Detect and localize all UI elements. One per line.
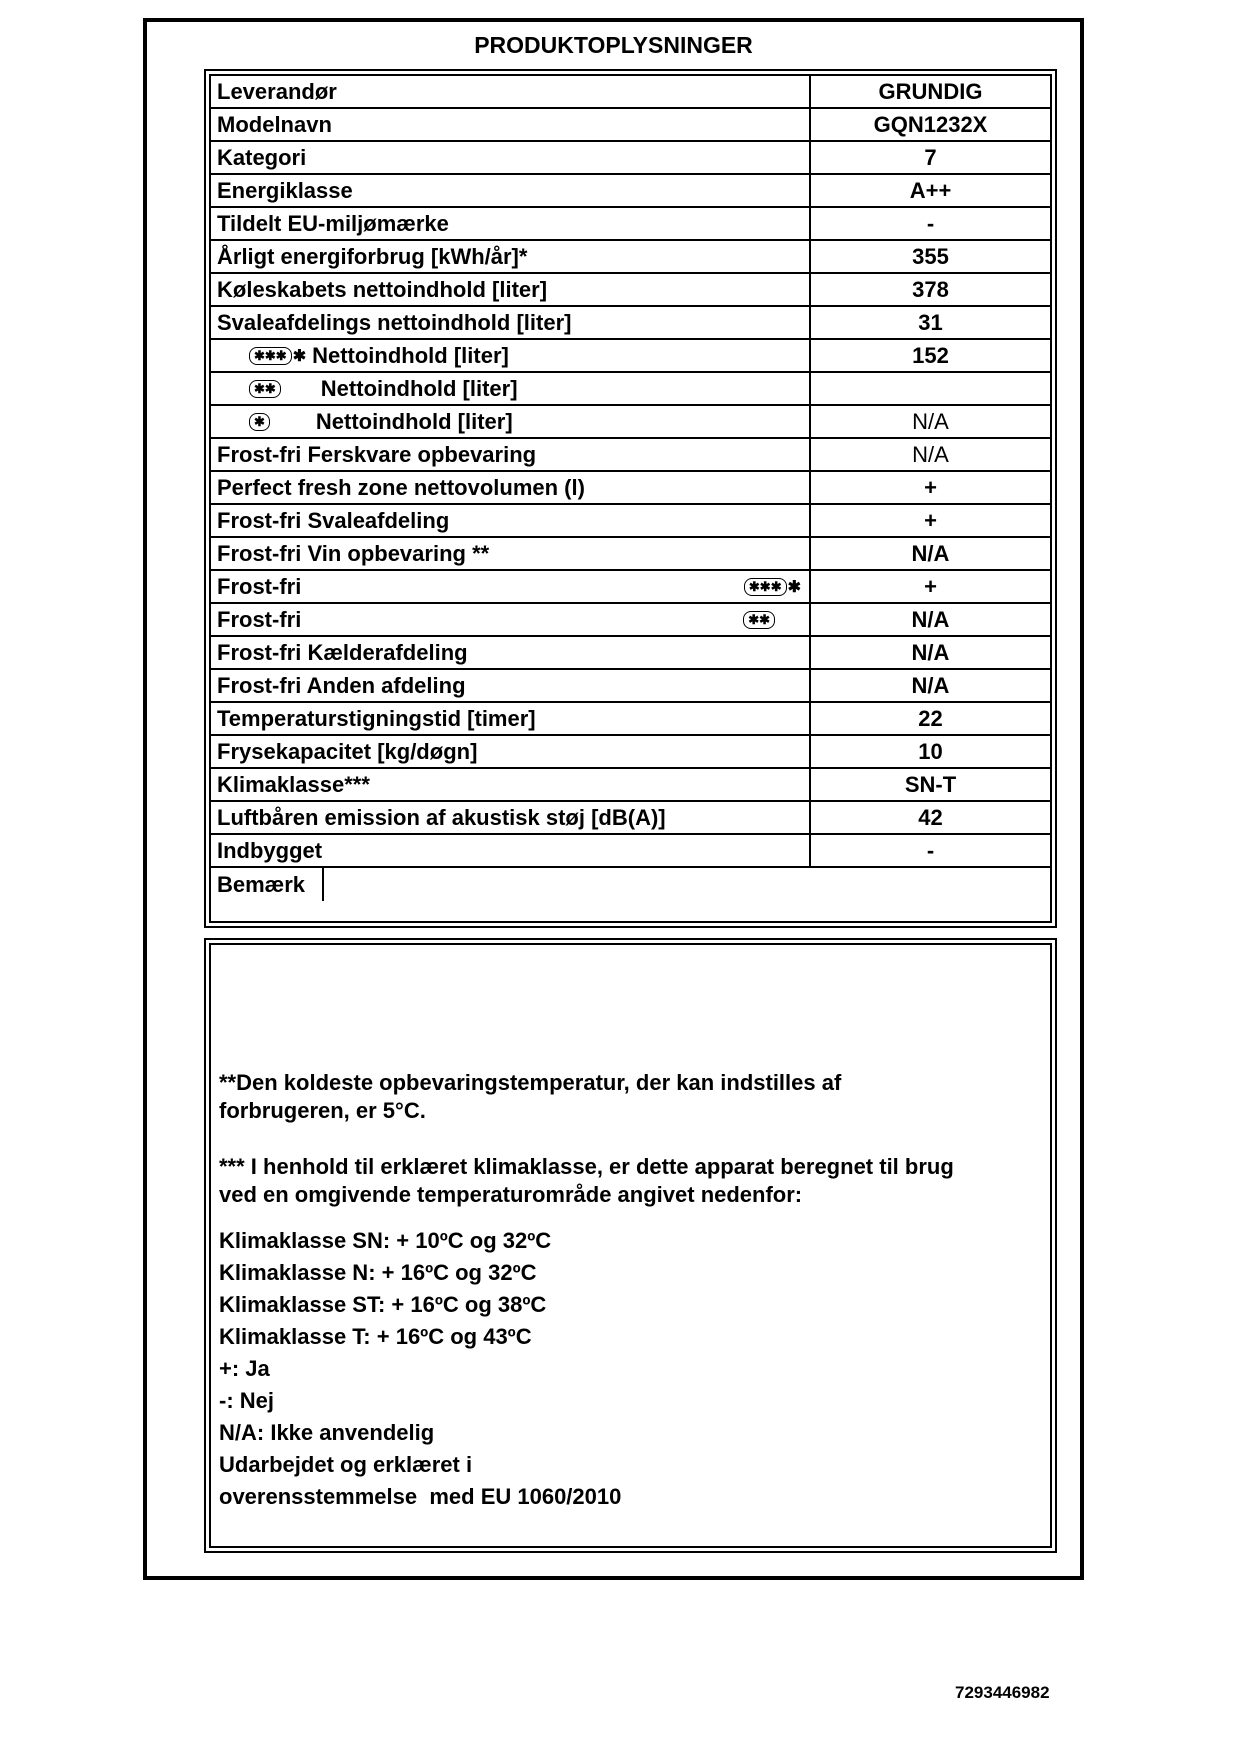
- table-row: [211, 208, 1050, 241]
- row-value: N/A: [912, 408, 949, 434]
- table-row: [211, 373, 1050, 406]
- product-info-table: [204, 69, 1057, 928]
- row-label: Nettoindhold [liter]: [315, 408, 513, 434]
- list-item: Klimaklasse T: + 16ºC og 43ºC: [219, 1324, 532, 1349]
- row-value: N/A: [911, 606, 950, 632]
- row-label: Frost-fri Svaleafdeling: [211, 505, 811, 536]
- note-coldest-temperature: **Den koldeste opbevaringstemperatur, der kan indstilles af forbrugeren, er 5°C.: [219, 1070, 842, 1123]
- row-value: 7: [924, 144, 937, 170]
- list-item: Klimaklasse N: + 16ºC og 32ºC: [219, 1260, 537, 1285]
- row-value: +: [924, 507, 937, 533]
- table-row: [211, 439, 1050, 472]
- list-item: Udarbejdet og erklæret i: [219, 1452, 473, 1477]
- row-label: Frost-fri: [217, 606, 302, 632]
- table-row: [211, 505, 1050, 538]
- row-value: N/A: [911, 672, 950, 698]
- row-value: 22: [918, 705, 943, 731]
- two-star-icon: ✱✱: [743, 611, 775, 629]
- row-label: Frost-fri Anden afdeling: [211, 670, 811, 701]
- row-label: Temperaturstigningstid [timer]: [211, 703, 811, 734]
- table-row: [211, 604, 1050, 637]
- table-row: [211, 472, 1050, 505]
- row-label: Luftbåren emission af akustisk støj [dB(A)]: [211, 802, 811, 833]
- row-label: Indbygget: [211, 835, 811, 866]
- product-info-frame: [143, 18, 1084, 1580]
- row-label: Kategori: [211, 142, 811, 173]
- row-label: Modelnavn: [211, 109, 811, 140]
- climate-legend-list: [219, 1225, 1042, 1513]
- notes-box: [204, 938, 1057, 1553]
- table-row: [211, 736, 1050, 769]
- table-row: [211, 703, 1050, 736]
- table-row: [211, 406, 1050, 439]
- list-item: N/A: Ikke anvendelig: [219, 1420, 435, 1445]
- row-value: +: [924, 573, 937, 599]
- remark-row: [211, 868, 1050, 901]
- table-row: [211, 241, 1050, 274]
- row-value: [811, 373, 1050, 404]
- row-label: Tildelt EU-miljømærke: [211, 208, 811, 239]
- list-item: -: Nej: [219, 1388, 274, 1413]
- row-label: Frost-fri Ferskvare opbevaring: [211, 439, 811, 470]
- row-label: Bemærk: [211, 868, 324, 901]
- table-row: [211, 835, 1050, 868]
- row-label: Frost-fri Vin opbevaring **: [211, 538, 811, 569]
- table-row: [211, 142, 1050, 175]
- row-value: N/A: [912, 441, 949, 467]
- row-label: Køleskabets nettoindhold [liter]: [211, 274, 811, 305]
- row-label: Frost-fri: [217, 573, 302, 599]
- remark-value: [324, 868, 1050, 901]
- row-value: 355: [912, 243, 949, 269]
- row-value: 378: [912, 276, 949, 302]
- table-row: [211, 769, 1050, 802]
- table-row: [211, 109, 1050, 142]
- row-label: Klimaklasse***: [211, 769, 811, 800]
- table-row: [211, 637, 1050, 670]
- row-value: 10: [918, 738, 943, 764]
- table-row: [211, 571, 1050, 604]
- table-row: [211, 340, 1050, 373]
- one-star-icon: ✱: [249, 413, 270, 431]
- table-row: [211, 802, 1050, 835]
- table-row: [211, 76, 1050, 109]
- row-value: GQN1232X: [873, 111, 988, 137]
- note-climate-class: *** I henhold til erklæret klimaklasse, er dette apparat beregnet til brug ved en omgivende temperaturområde angivet nedenfor:: [219, 1154, 954, 1207]
- table-row: [211, 307, 1050, 340]
- page-title: PRODUKTOPLYSNINGER: [474, 32, 753, 58]
- row-value: 152: [912, 342, 949, 368]
- row-value: SN-T: [904, 771, 957, 797]
- row-value: 42: [918, 804, 943, 830]
- table-row: [211, 274, 1050, 307]
- two-star-icon: ✱✱: [249, 380, 281, 398]
- row-label: Svaleafdelings nettoindhold [liter]: [211, 307, 811, 338]
- row-value: N/A: [911, 540, 950, 566]
- table-row: [211, 538, 1050, 571]
- row-label: Frysekapacitet [kg/døgn]: [211, 736, 811, 767]
- row-label: Energiklasse: [211, 175, 811, 206]
- row-value: GRUNDIG: [878, 78, 983, 104]
- list-item: Klimaklasse ST: + 16ºC og 38ºC: [219, 1292, 547, 1317]
- table-row: [211, 175, 1050, 208]
- row-value: -: [926, 210, 935, 236]
- row-label: Nettoindhold [liter]: [312, 342, 509, 368]
- row-label: Frost-fri Kælderafdeling: [211, 637, 811, 668]
- four-star-freezer-icon: ✱✱✱ ✱: [744, 577, 801, 597]
- row-label: Nettoindhold [liter]: [320, 375, 518, 401]
- row-label: Leverandør: [211, 76, 811, 107]
- row-label: Perfect fresh zone nettovolumen (l): [211, 472, 811, 503]
- four-star-freezer-icon: ✱✱✱ ✱: [249, 346, 306, 366]
- document-code: 7293446982: [955, 1683, 1050, 1702]
- list-item: Klimaklasse SN: + 10ºC og 32ºC: [219, 1228, 552, 1253]
- row-value: A++: [909, 177, 952, 203]
- list-item: +: Ja: [219, 1356, 270, 1381]
- row-value: +: [924, 474, 937, 500]
- row-value: -: [926, 837, 935, 863]
- row-value: 31: [918, 309, 943, 335]
- table-row: [211, 670, 1050, 703]
- row-label: Årligt energiforbrug [kWh/år]*: [211, 241, 811, 272]
- list-item: overensstemmelse med EU 1060/2010: [219, 1484, 622, 1509]
- row-value: N/A: [911, 639, 950, 665]
